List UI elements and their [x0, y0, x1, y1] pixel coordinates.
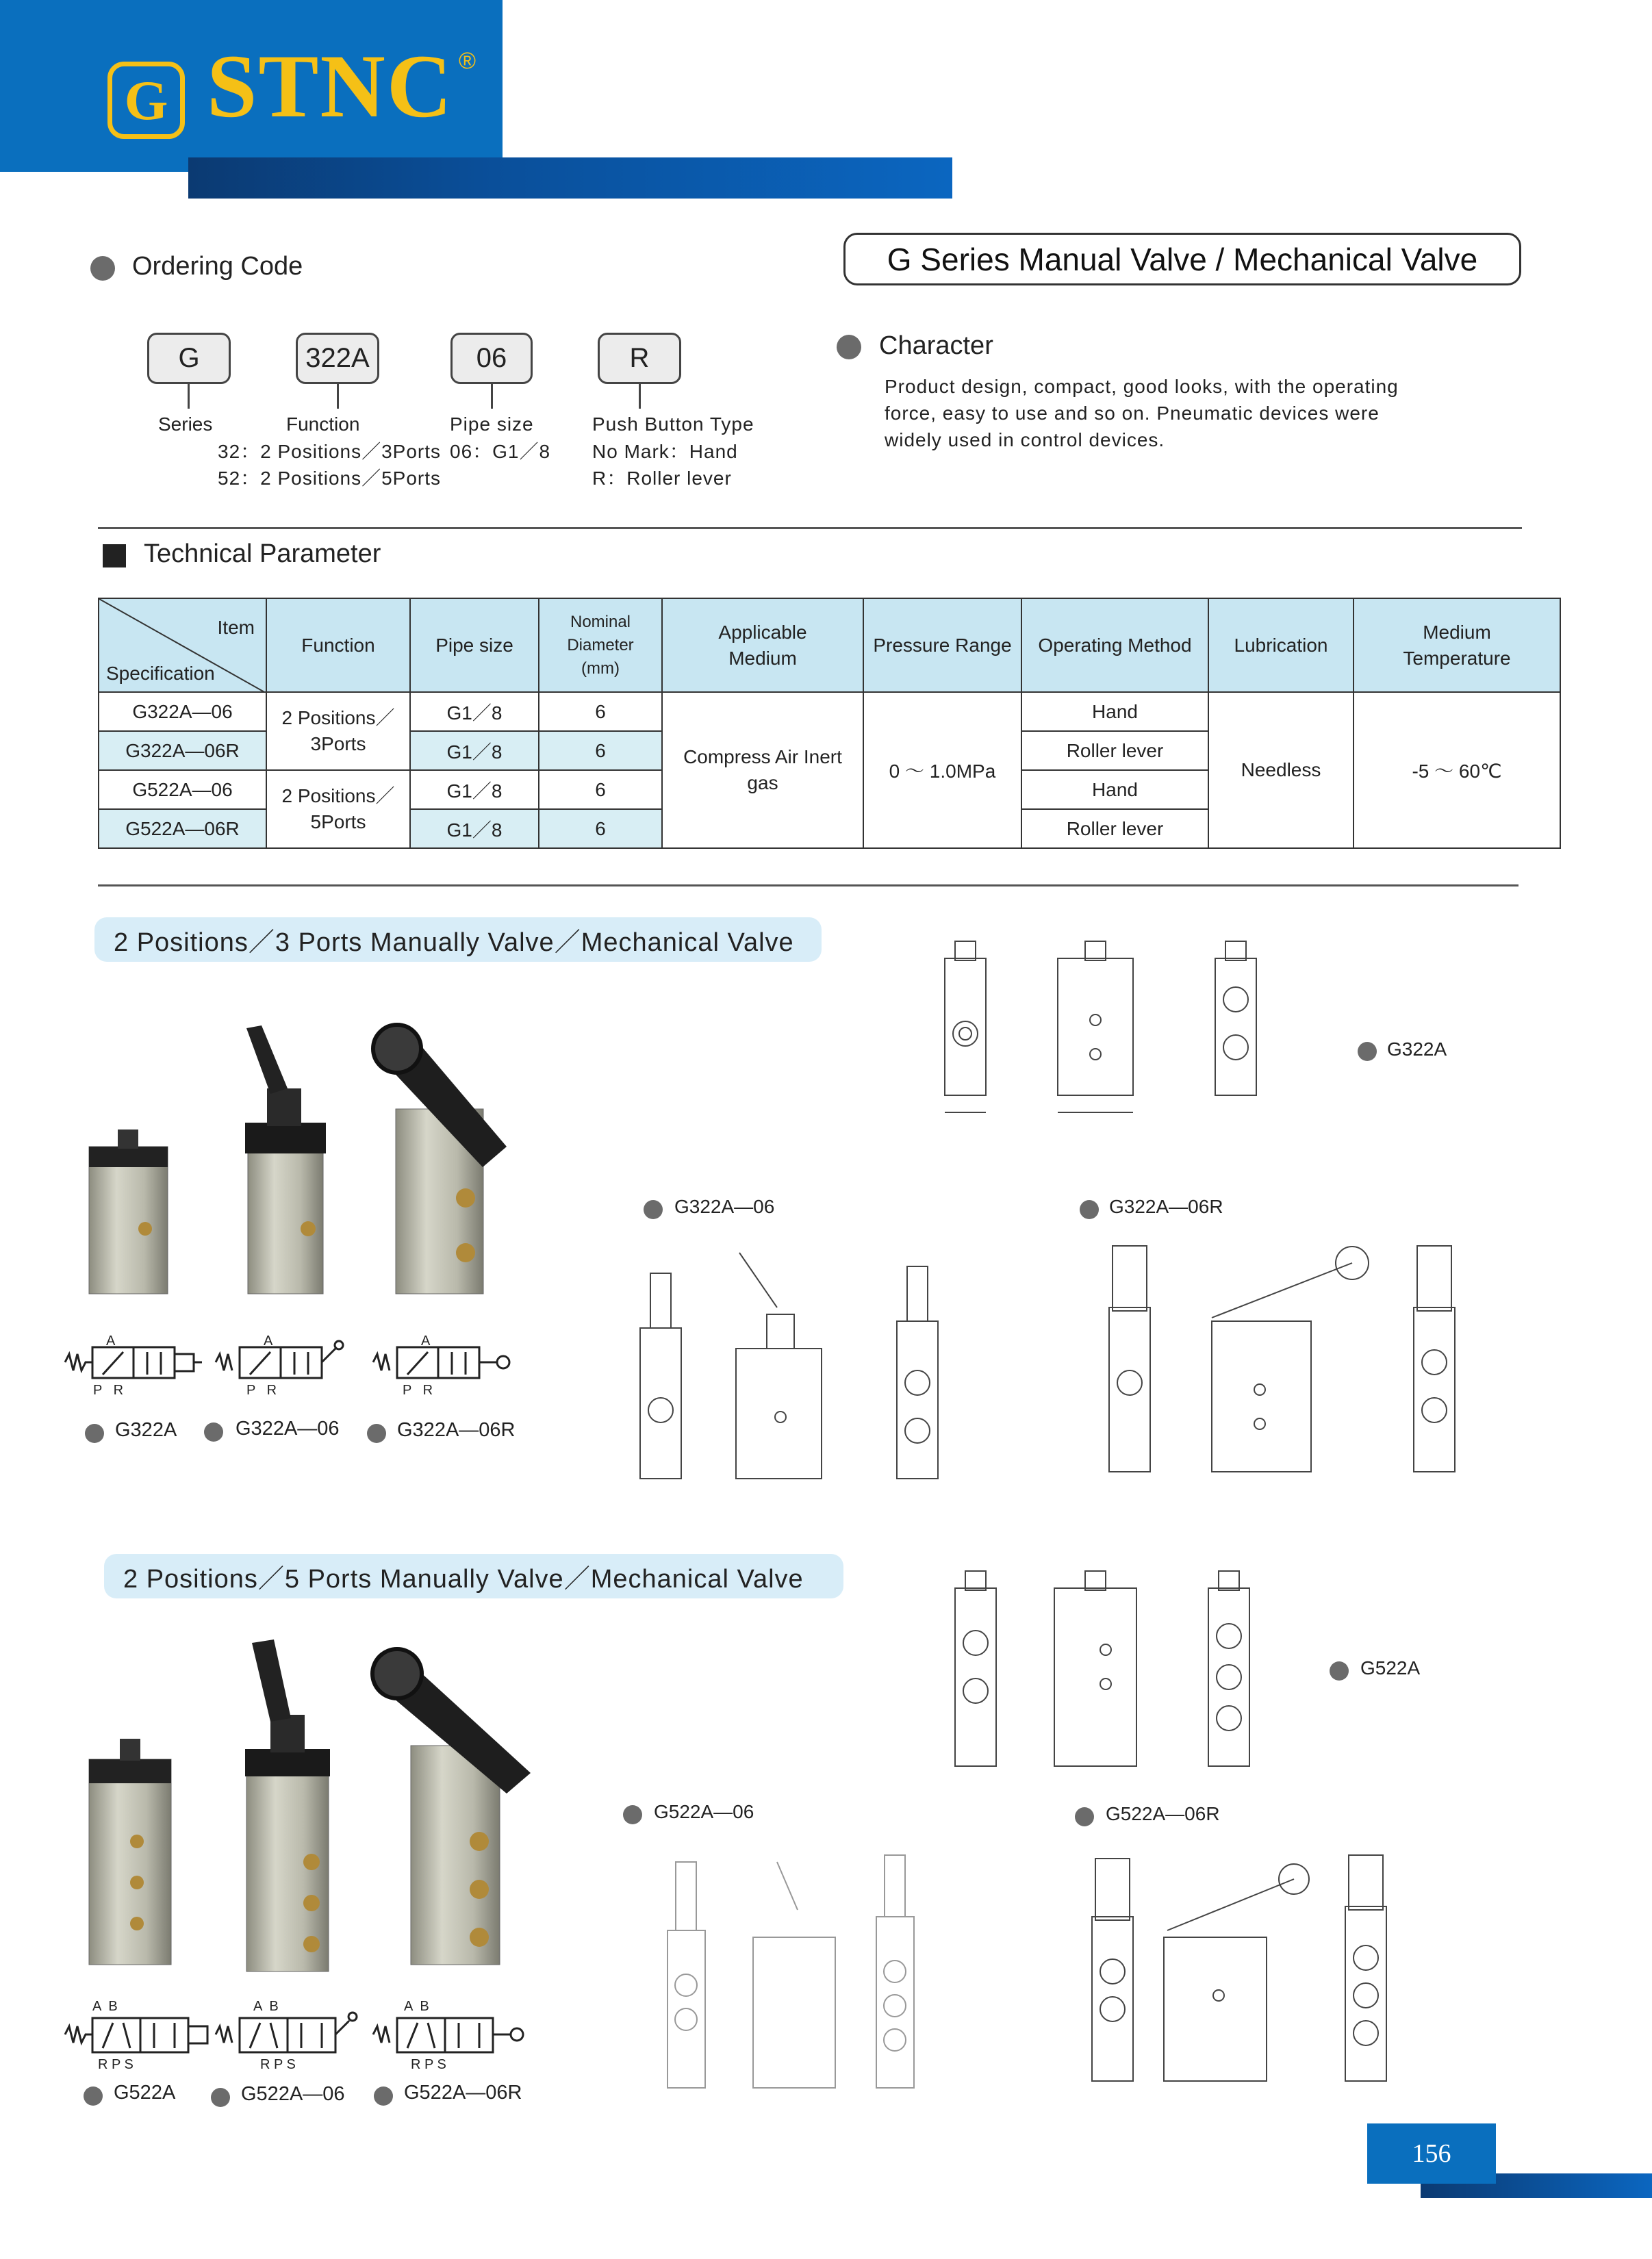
- page-title: G Series Manual Valve / Mechanical Valve: [843, 233, 1521, 285]
- code-stem: [337, 384, 339, 409]
- port-a-label: A: [421, 1333, 431, 1349]
- drawing-label: G322A: [1387, 1038, 1447, 1060]
- valve-roller-lever-photo: [373, 1025, 507, 1294]
- spec-header-label: Specification: [106, 663, 215, 684]
- table-row: [99, 692, 1560, 731]
- port-pr-label: P R: [246, 1383, 277, 1398]
- nominal-cell: 6: [539, 770, 662, 809]
- operating-cell: Hand: [1021, 692, 1208, 731]
- operating-cell: Roller lever: [1021, 731, 1208, 770]
- divider: [98, 527, 1522, 529]
- bullet-icon: [374, 2086, 393, 2106]
- bullet-icon: [1330, 1661, 1349, 1681]
- function-line: 52：2 Positions／5Ports: [218, 468, 442, 489]
- nominal-header: Nominal Diameter (mm): [539, 598, 662, 692]
- bullet-icon: [367, 1424, 386, 1443]
- push-line: No Mark：Hand: [592, 441, 738, 462]
- model-label: G322A—06: [236, 1418, 340, 1440]
- drawing-label: G522A: [1360, 1657, 1421, 1679]
- bullet-icon: [1075, 1807, 1094, 1826]
- code-function-box: 322A: [296, 333, 379, 384]
- valve-roller-lever-photo: [372, 1649, 531, 1965]
- nominal-cell: 6: [539, 731, 662, 770]
- model-label: G522A: [114, 2082, 176, 2104]
- model-label: G522A—06R: [404, 2082, 522, 2104]
- pipe-cell: G1／8: [410, 770, 539, 809]
- item-header-label: Item: [217, 617, 255, 638]
- port-a-label: A: [264, 1333, 273, 1349]
- temp-header: Medium Temperature: [1354, 598, 1560, 692]
- item-spec-header: [99, 598, 266, 692]
- operating-header: Operating Method: [1021, 598, 1208, 692]
- push-line: R：Roller lever: [592, 468, 732, 489]
- valve-push-button-photo: [89, 1739, 171, 1965]
- operating-cell: Hand: [1021, 770, 1208, 809]
- g322a-series-photos: [82, 1020, 520, 1307]
- pipe-cell: G1／8: [410, 692, 539, 731]
- spec-cell: G322A—06: [99, 692, 266, 731]
- brand-logo: STNC: [207, 36, 454, 136]
- port-ab-label: A B: [404, 1999, 429, 2014]
- port-ab-label: A B: [92, 1999, 118, 2014]
- code-stem: [188, 384, 190, 409]
- pressure-header: Pressure Range: [863, 598, 1021, 692]
- bullet-icon: [85, 1424, 104, 1443]
- port-pr-label: P R: [403, 1383, 433, 1398]
- port-rps-label: R P S: [98, 2057, 134, 2072]
- push-label: Push Button Type: [592, 413, 754, 435]
- bullet-icon: [623, 1805, 642, 1824]
- registered-mark: ®: [459, 48, 476, 74]
- code-stem: [491, 384, 493, 409]
- valve-hand-lever-photo: [245, 1639, 330, 1971]
- code-push-box: R: [598, 333, 681, 384]
- pipe-cell: G1／8: [410, 731, 539, 770]
- g522a-series-photos: [75, 1636, 541, 1978]
- pipe-header: Pipe size: [410, 598, 539, 692]
- bullet-icon: [211, 2088, 230, 2107]
- bullet-icon: [837, 335, 861, 359]
- function-line: 32：2 Positions／3Ports: [218, 441, 442, 462]
- g522a-06-dimension-drawing: [650, 1848, 993, 2102]
- logo-badge-icon: G: [107, 62, 185, 139]
- spec-cell: G322A—06R: [99, 731, 266, 770]
- medium-header: Applicable Medium: [662, 598, 863, 692]
- port-pr-label: P R: [93, 1383, 124, 1398]
- port-ab-label: A B: [253, 1999, 279, 2014]
- function-cell: 2 Positions／3Ports: [266, 692, 410, 770]
- 3port-pneumatic-symbols: [62, 1328, 527, 1403]
- section-3port-heading: 2 Positions／3 Ports Manually Valve／Mechanical Valve: [94, 917, 822, 962]
- port-rps-label: R P S: [260, 2057, 296, 2072]
- tech-heading: Technical Parameter: [144, 539, 381, 568]
- series-label: Series: [158, 413, 213, 435]
- model-label: G522A—06: [241, 2083, 345, 2105]
- pipe-line: 06：G1／8: [450, 441, 551, 462]
- function-cell: 2 Positions／5Ports: [266, 770, 410, 848]
- nominal-cell: 6: [539, 692, 662, 731]
- square-bullet-icon: [103, 544, 126, 567]
- ordering-code-heading: Ordering Code: [132, 252, 303, 281]
- port-rps-label: R P S: [411, 2057, 446, 2072]
- bullet-icon: [644, 1200, 663, 1219]
- valve-hand-lever-photo: [245, 1025, 326, 1294]
- character-text: Product design, compact, good looks, with the operating force, easy to use and so on. Pneumatic devices were widely used in control devices.: [885, 376, 1399, 450]
- spec-cell: G522A—06R: [99, 809, 266, 848]
- operating-cell: Roller lever: [1021, 809, 1208, 848]
- lubrication-header: Lubrication: [1208, 598, 1354, 692]
- bullet-icon: [204, 1422, 223, 1442]
- divider: [98, 884, 1518, 886]
- drawing-label: G322A—06: [674, 1196, 775, 1217]
- temp-cell: -5 ～ 60℃: [1354, 692, 1560, 848]
- g322a-06-dimension-drawing: [630, 1239, 1013, 1499]
- bullet-icon: [84, 2086, 103, 2106]
- page-number: 156: [1367, 2123, 1496, 2184]
- section-5port-heading: 2 Positions／5 Ports Manually Valve／Mechanical Valve: [104, 1554, 843, 1598]
- g322a-06r-dimension-drawing: [1078, 1232, 1503, 1492]
- medium-cell: Compress Air Inert gas: [662, 692, 863, 848]
- lubrication-cell: Needless: [1208, 692, 1354, 848]
- g322a-dimension-drawing: [938, 917, 1349, 1136]
- code-pipe-box: 06: [450, 333, 533, 384]
- bullet-icon: [90, 256, 115, 281]
- drawing-label: G522A—06: [654, 1801, 754, 1822]
- g522a-06r-dimension-drawing: [1075, 1841, 1458, 2095]
- tech-parameter-table: [98, 598, 1561, 849]
- port-a-label: A: [106, 1333, 116, 1349]
- spec-cell: G522A—06: [99, 770, 266, 809]
- drawing-label: G322A—06R: [1109, 1196, 1223, 1217]
- g522a-dimension-drawing: [945, 1554, 1328, 1800]
- bullet-icon: [1080, 1200, 1099, 1219]
- character-heading: Character: [879, 331, 993, 360]
- code-stem: [639, 384, 641, 409]
- function-label: Function: [286, 413, 360, 435]
- nominal-cell: 6: [539, 809, 662, 848]
- bullet-icon: [1358, 1042, 1377, 1061]
- pressure-cell: 0 ～ 1.0MPa: [863, 692, 1021, 848]
- code-series-box: G: [147, 333, 231, 384]
- pipe-cell: G1／8: [410, 809, 539, 848]
- drawing-label: G522A—06R: [1106, 1803, 1220, 1824]
- pipe-label: Pipe size: [450, 413, 534, 435]
- model-label: G322A—06R: [397, 1419, 516, 1441]
- valve-push-button-photo: [89, 1130, 168, 1294]
- header-stripe: [188, 157, 952, 199]
- 5port-pneumatic-symbols: [62, 1999, 541, 2074]
- model-label: G322A: [115, 1419, 177, 1441]
- function-header: Function: [266, 598, 410, 692]
